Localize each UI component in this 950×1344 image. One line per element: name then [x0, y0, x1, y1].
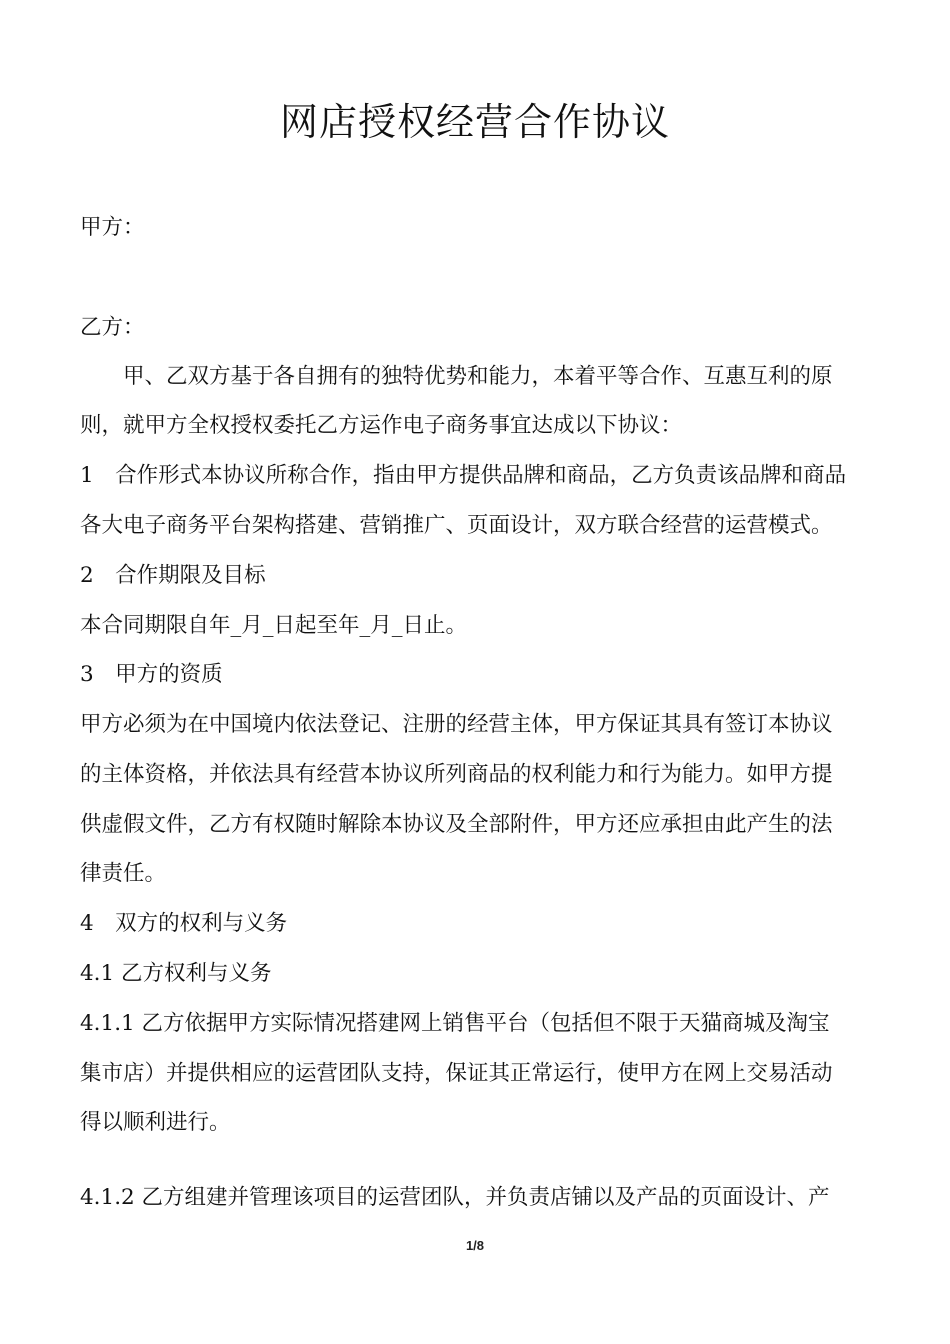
document-title: 网店授权经营合作协议: [279, 100, 670, 144]
text-line: 4.1.2 乙方组建并管理该项目的运营团队，并负责店铺以及产品的页面设计、产: [80, 1185, 830, 1210]
text-line: 本合同期限自年_月_日起至年_月_日止。: [80, 613, 468, 638]
text-line: 甲、乙双方基于各自拥有的独特优势和能力，本着平等合作、互惠互利的原: [80, 364, 833, 389]
text-line: 则，就甲方全权授权委托乙方运作电子商务事宜达成以下协议：: [80, 413, 683, 438]
text-line: 的主体资格，并依法具有经营本协议所列商品的权利能力和行为能力。如甲方提: [80, 762, 833, 787]
section-1-line: 1 合作形式本协议所称合作，指由甲方提供品牌和商品，乙方负责该品牌和商品: [80, 463, 847, 488]
text-line: 各大电子商务平台架构搭建、营销推广、页面设计，双方联合经营的运营模式。: [80, 513, 833, 538]
section-2-heading: 2 合作期限及目标: [80, 563, 266, 588]
text-line: 集市店）并提供相应的运营团队支持，保证其正常运行，使甲方在网上交易活动: [80, 1061, 833, 1086]
text-line: 4.1.1 乙方依据甲方实际情况搭建网上销售平台（包括但不限于天猫商城及淘宝: [80, 1011, 830, 1036]
text-line: 甲方必须为在中国境内依法登记、注册的经营主体，甲方保证其具有签订本协议: [80, 712, 833, 737]
party-b-line: 乙方：: [80, 315, 145, 340]
text-line: 供虚假文件，乙方有权随时解除本协议及全部附件，甲方还应承担由此产生的法: [80, 812, 833, 837]
page-number: 1/8: [465, 1238, 485, 1253]
section-4-heading: 4 双方的权利与义务: [80, 911, 288, 936]
text-line: 得以顺利进行。: [80, 1110, 231, 1135]
text-line: 律责任。: [80, 861, 167, 886]
party-a-line: 甲方：: [80, 215, 145, 240]
section-3-heading: 3 甲方的资质: [80, 662, 223, 687]
section-4-1-heading: 4.1 乙方权利与义务: [80, 961, 272, 986]
